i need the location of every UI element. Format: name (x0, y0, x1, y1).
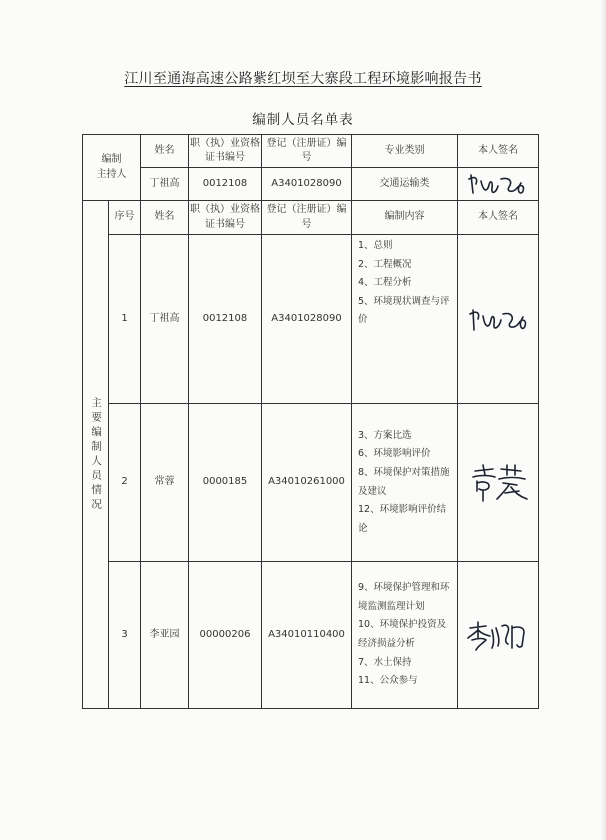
row-reg-no: A3401028090 (262, 235, 352, 404)
main-header-content: 编制内容 (352, 201, 458, 235)
duty-item: 9、环境保护管理和环境监测监理计划 (358, 582, 450, 612)
main-staff-label: 主要编制人员情况 (83, 201, 109, 709)
duty-item: 2、工程概况 (358, 258, 412, 270)
main-header-index: 序号 (109, 201, 141, 235)
row-index: 1 (109, 235, 141, 404)
table-title: 编制人员名单表 (252, 112, 354, 128)
main-header-signature: 本人签名 (458, 201, 539, 235)
row-cert-no: 00000206 (189, 562, 262, 709)
handwritten-signature-icon (465, 304, 531, 334)
staff-table (82, 134, 539, 709)
document-title: 江川至通海高速公路紫红坝至大寨段工程环境影响报告书 (124, 71, 482, 87)
row-duties (352, 235, 458, 404)
handwritten-signature-icon (465, 461, 531, 505)
duty-item: 7、水土保持 (358, 656, 412, 668)
host-header-reg: 登记（注册证）编号 (262, 135, 352, 168)
host-name: 丁祖高 (141, 168, 189, 201)
main-header-name: 姓名 (141, 201, 189, 235)
host-label: 编制 主持人 (83, 135, 141, 201)
row-signature (458, 235, 539, 404)
table-row (83, 562, 539, 709)
duty-item: 11、公众参与 (358, 675, 418, 687)
row-duties (352, 562, 458, 709)
host-header-name: 姓名 (141, 135, 189, 168)
table-row (83, 235, 539, 404)
host-header-signature: 本人签名 (458, 135, 539, 168)
duty-item: 1、总则 (358, 240, 393, 251)
row-name: 丁祖高 (141, 235, 189, 404)
duty-item: 6、环境影响评价 (358, 448, 431, 460)
main-header-reg: 登记（注册证）编号 (262, 201, 352, 235)
handwritten-signature-icon (464, 618, 532, 652)
duty-item: 3、方案比选 (358, 429, 412, 441)
duty-item: 5、环境现状调查与评价 (358, 295, 450, 326)
row-index: 2 (109, 404, 141, 562)
main-header-row (83, 201, 539, 235)
row-name: 常蓉 (141, 404, 189, 562)
host-signature (458, 168, 539, 201)
row-name: 李亚园 (141, 562, 189, 709)
host-header-cert: 职（执）业资格证书编号 (189, 135, 262, 168)
host-specialty: 交通运输类 (352, 168, 458, 201)
row-index: 3 (109, 562, 141, 709)
row-duties (352, 404, 458, 562)
host-row (83, 168, 539, 201)
duty-item: 10、环境保护投资及经济损益分析 (358, 619, 447, 649)
row-cert-no: 0012108 (189, 235, 262, 404)
table-row (83, 404, 539, 562)
duty-item: 12、环境影响评价结论 (358, 504, 447, 534)
duty-item: 8、环境保护对策措施及建议 (358, 466, 450, 497)
row-signature (458, 404, 539, 562)
duty-item: 4、工程分析 (358, 277, 412, 289)
host-reg-no: A3401028090 (262, 168, 352, 201)
row-cert-no: 0000185 (189, 404, 262, 562)
row-reg-no: A34010261000 (262, 404, 352, 562)
host-cert-no: 0012108 (189, 168, 262, 201)
handwritten-signature-icon (465, 171, 531, 197)
row-signature (458, 562, 539, 709)
main-header-cert: 职（执）业资格证书编号 (189, 201, 262, 235)
host-header-row (83, 135, 539, 168)
scan-edge-shadow (600, 0, 606, 840)
host-header-specialty: 专业类别 (352, 135, 458, 168)
row-reg-no: A34010110400 (262, 562, 352, 709)
